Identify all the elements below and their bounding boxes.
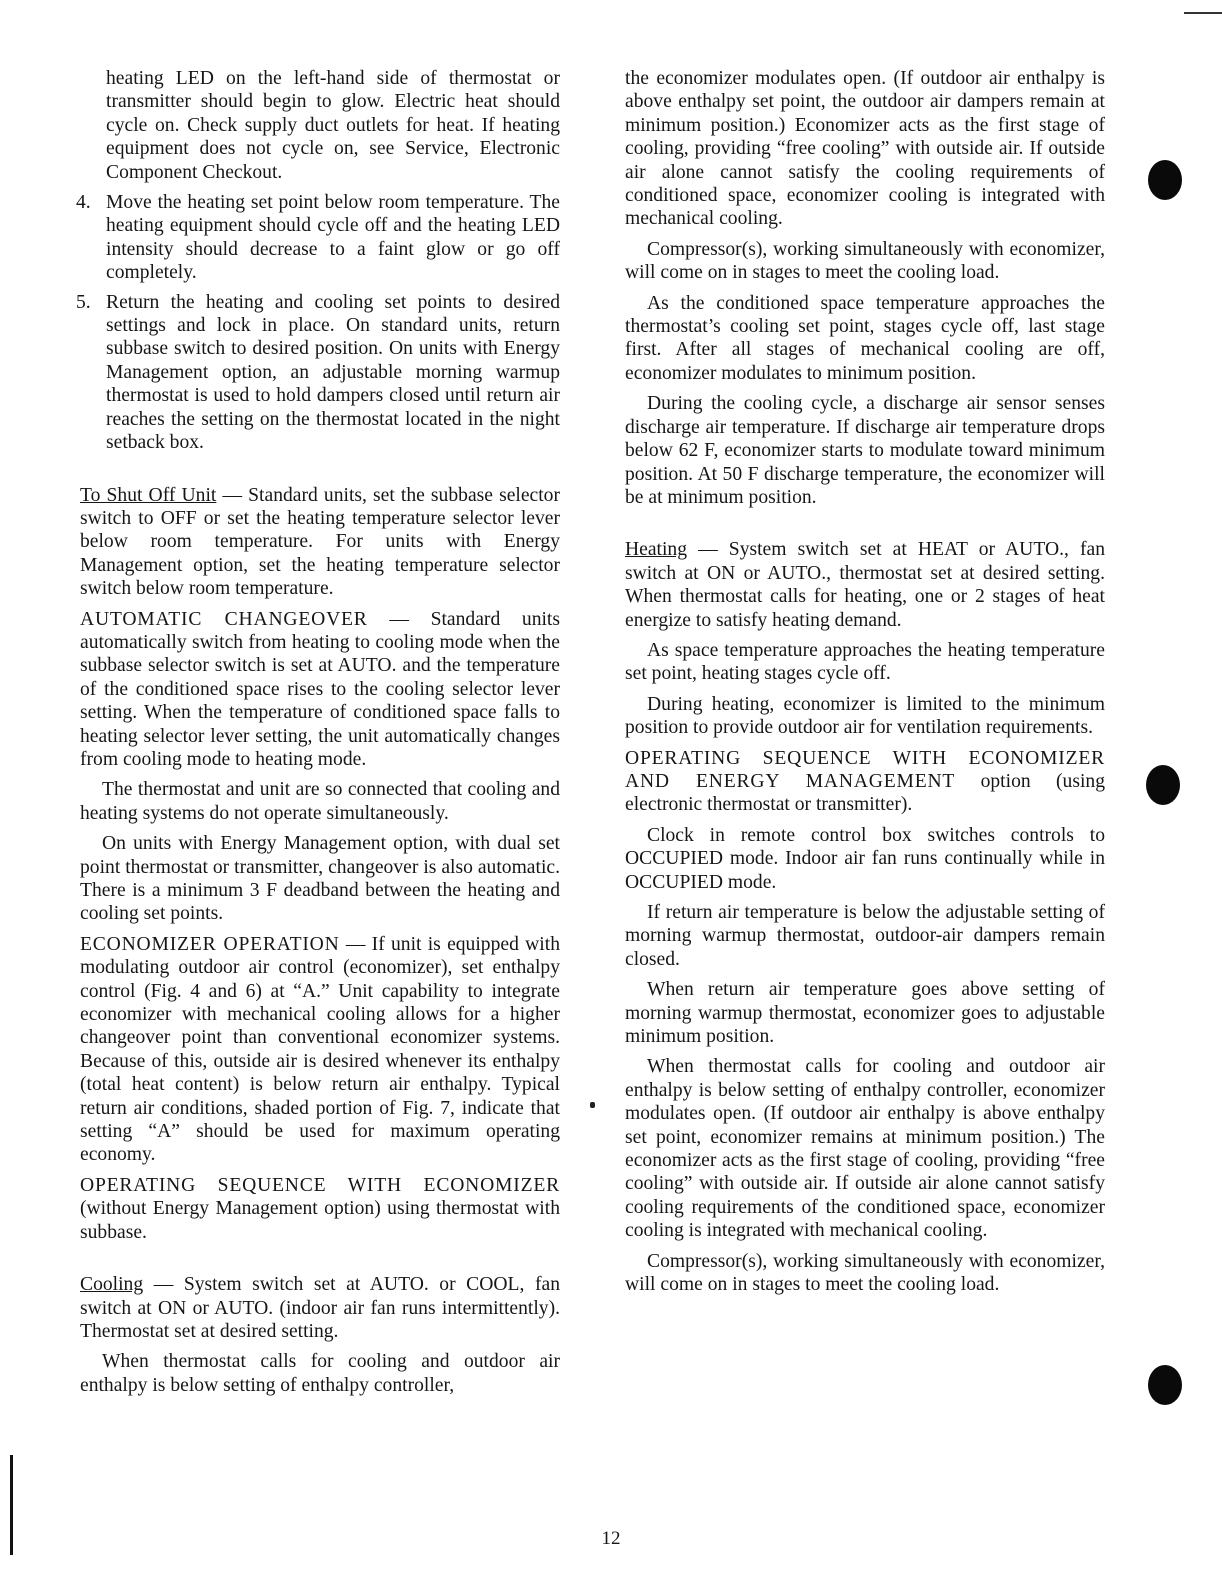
economizer-paragraph	[80, 933, 560, 1167]
heating-text: — System switch set at HEAT or AUTO., fan switch at ON or AUTO., thermostat set at desired setting. When thermostat calls for heating, one or 2 stages of heat energize to satisfy heating demand.	[625, 539, 1105, 631]
cooling-heading: Cooling	[80, 1274, 144, 1296]
compressor-paragraph: Compressor(s), working simultaneously with economizer, will come on in stages to meet the cooling load.	[625, 238, 1105, 284]
page-number: 12	[601, 1528, 621, 1549]
economizer-text: — If unit is equipped with modulating outdoor air control (economizer), set enthalpy control (Fig. 4 and 6) at “A.” Unit capability to integrate economizer with mechanical cooling allows for a higher changeover point than conventional economizer systems. Because of this, outside air is desired whenever its enthalpy (total heat content) is below return air enthalpy. Typical return air conditions, shaded portion of Fig. 7, indicate that setting “A” should be used for maximum operating economy.	[80, 933, 560, 1166]
return-below-paragraph: If return air temperature is below the adjustable setting of morning warmup thermostat, outdoor-air dampers remain closed.	[625, 902, 1105, 970]
binder-hole-icon	[1148, 160, 1182, 200]
binder-hole-icon	[1148, 1365, 1182, 1405]
clock-paragraph: Clock in remote control box switches controls to OCCUPIED mode. Indoor air fan runs continually while in OCCUPIED mode.	[625, 824, 1105, 893]
changeover-text: — Standard units automatically switch from heating to cooling mode when the subbase selector switch is set at AUTO. and the temperature of the conditioned space rises to the cooling selector lever setting. When the temperature of conditioned space falls to heating selector lever setting, the unit automatically changes from cooling mode to heating mode.	[80, 608, 561, 770]
changeover-paragraph-3: On units with Energy Management option, with dual set point thermostat or transmitter, changeover is also automatic. There is a minimum 3 F deadband between the heating and cooling set points.	[80, 833, 560, 925]
cooling-paragraph-2: When thermostat calls for cooling and outdoor air enthalpy is below setting of enthalpy controller,	[80, 1351, 560, 1396]
step-3-continuation: heating LED on the left-hand side of thermostat or transmitter should begin to glow. Electric heat should cycle on. Check supply duct outlets for heat. If heating equipment does not cycle on, see Service, Electronic Component Checkout.	[106, 68, 560, 183]
step-item	[76, 191, 560, 285]
calls-cooling-paragraph: When thermostat calls for cooling and outdoor air enthalpy is below setting of enthalpy controller, economizer modulates open. (If outdoor air enthalpy is above enthalpy set point, economizer remains at minimum position.) The economizer acts as the first stage of cooling, providing “free cooling” with outside air. If outside air alone cannot satisfy cooling requirements of the conditioned space, economizer cooling is integrated with mechanical cooling.	[625, 1056, 1105, 1242]
changeover-paragraph	[80, 608, 560, 772]
opseq2-heading: OPERATING SEQUENCE WITH ECONOMIZER AND ENERGY MANAGEMENT	[625, 747, 1105, 792]
step-list	[76, 191, 560, 454]
left-column	[76, 67, 561, 1404]
spacer	[80, 462, 560, 484]
discharge-paragraph: During the cooling cycle, a discharge air sensor senses discharge air temperature. If discharge air temperature drops below 62 F, economizer starts to modulate toward minimum position. At 50 F discharge temperature, the economizer will be at minimum position.	[625, 393, 1105, 508]
shutoff-text: — Standard units, set the subbase selector switch to OFF or set the heating temperature selector lever below room temperature. For units with Energy Management option, set the heating temperature selector switch below room temperature.	[80, 484, 560, 600]
heating-heading: Heating	[625, 539, 688, 561]
economizer-heading: ECONOMIZER OPERATION	[80, 933, 340, 955]
scan-speck	[590, 1102, 595, 1108]
heating-paragraph-3: During heating, economizer is limited to the minimum position to provide outdoor air for ventilation requirements.	[625, 693, 1105, 739]
step-number: 5.	[76, 291, 91, 313]
binder-hole-icon	[1146, 765, 1180, 805]
step-text: Move the heating set point below room temperature. The heating equipment should cycle off and the heating LED intensity should decrease to a faint glow or go off completely.	[106, 192, 560, 284]
spacer	[80, 1251, 560, 1273]
heating-paragraph	[625, 538, 1105, 632]
page-edge-mark	[1184, 12, 1222, 14]
step-item	[76, 291, 560, 455]
changeover-heading: AUTOMATIC CHANGEOVER	[80, 608, 368, 630]
opseq2-paragraph	[625, 747, 1105, 817]
opseq2-text: option (using electronic thermostat or transmitter).	[625, 770, 1106, 816]
setpoint-paragraph: As the conditioned space temperature approaches the thermostat’s cooling set point, stages cycle off, last stage first. After all stages of mechanical cooling are off, economizer modulates to minimum position.	[625, 292, 1105, 384]
right-column	[625, 67, 1105, 1304]
heating-paragraph-2: As space temperature approaches the heating temperature set point, heating stages cycle off.	[625, 639, 1105, 685]
opseq-paragraph	[80, 1174, 560, 1244]
compressor-paragraph-2: Compressor(s), working simultaneously with economizer, will come on in stages to meet the cooling load.	[625, 1250, 1105, 1296]
cooling-paragraph	[80, 1273, 560, 1343]
opseq-text: (without Energy Management option) using thermostat with subbase.	[80, 1198, 560, 1243]
shutoff-paragraph	[80, 484, 560, 601]
opseq-heading: OPERATING SEQUENCE WITH ECONOMIZER	[80, 1174, 560, 1196]
economizer-continuation: the economizer modulates open. (If outdoor air enthalpy is above enthalpy set point, the outdoor air dampers remain at minimum position.) Economizer acts as the first stage of cooling, providing “free cooling” with outside air. If outside air alone cannot satisfy the cooling requirements of conditioned space, economizer cooling is integrated with mechanical cooling.	[625, 68, 1105, 230]
step-number: 4.	[76, 192, 91, 214]
shutoff-heading: To Shut Off Unit	[80, 484, 217, 506]
cooling-text: — System switch set at AUTO. or COOL, fan switch at ON or AUTO. (indoor air fan runs intermittently). Thermostat set at desired setting.	[80, 1274, 560, 1342]
spacer	[625, 516, 1105, 538]
return-above-paragraph: When return air temperature goes above setting of morning warmup thermostat, economizer goes to adjustable minimum position.	[625, 979, 1105, 1048]
changeover-paragraph-2: The thermostat and unit are so connected that cooling and heating systems do not operate simultaneously.	[80, 779, 560, 824]
step-text: Return the heating and cooling set points to desired settings and lock in place. On standard units, return subbase switch to desired position. On units with Energy Management option, an adjustable morning warmup thermostat is used to hold dampers closed until return air reaches the setting on the thermostat located in the night setback box.	[106, 291, 560, 454]
